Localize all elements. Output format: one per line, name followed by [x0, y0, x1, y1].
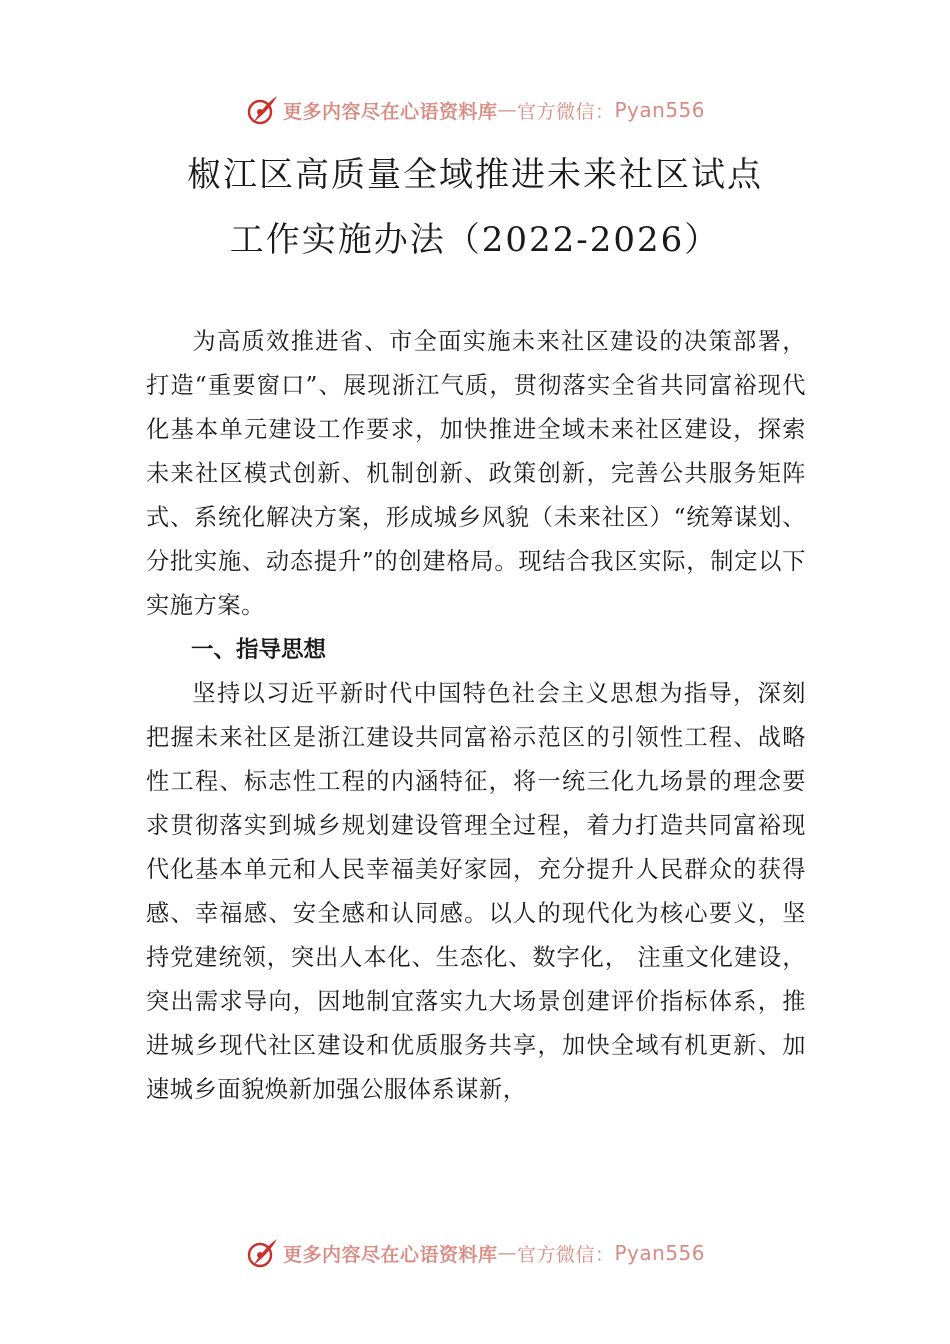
watermark-separator: —: [497, 99, 517, 121]
watermark-id: Pyan556: [614, 1241, 706, 1265]
watermark-label: 官方微信：: [516, 1243, 615, 1266]
section-paragraph-guiding-ideology: 坚持以习近平新时代中国特色社会主义思想为指导，深刻把握未来社区是浙江建设共同富裕示范区的引领性工程、战略性工程、标志性工程的内涵特征，将一统三化九场景的理念要求贯彻落实到城乡规划建设管理全过程，着力打造共同富裕现代化基本单元和人民幸福美好家园，充分提升人民群众的获得感、幸福感、安全感和认同感。以人的现代化为核心要义，坚持党建统领，突出人本化、生态化、数字化， 注重文化建设，突出需求导向，因地制宜落实九大场景创建评价指标体系，推进城乡现代社区建设和优质服务共享，加快全域有机更新、加速城乡面貌焕新加强公服体系谋新，: [146, 680, 806, 1103]
watermark-separator: —: [497, 1242, 517, 1264]
document-title-line1: 椒江区高质量全域推进未来社区试点: [187, 155, 763, 195]
section-heading-guiding-ideology: 一、指导思想: [191, 637, 327, 663]
quill-circle-icon: [245, 93, 279, 127]
watermark-brand: 更多内容尽在心语资料库: [282, 1243, 498, 1266]
document-title-line2: 工作实施办法（2022-2026）: [229, 220, 721, 260]
intro-paragraph: 为高质效推进省、市全面实施未来社区建设的决策部署，打造“重要窗口”、展现浙江气质，贯彻落实全省共同富裕现代化基本单元建设工作要求，加快推进全域未来社区建设，探索未来社区模式创新、机制创新、政策创新，完善公共服务矩阵式、系统化解决方案，形成城乡风貌（未来社区）“统筹谋划、分批实施、动态提升”的创建格局。现结合我区实际，制定以下实施方案。: [146, 328, 806, 619]
quill-circle-icon: [245, 1236, 279, 1270]
watermark-label: 官方微信：: [516, 100, 615, 123]
document-body: [146, 320, 806, 1112]
watermark-footer: [0, 1233, 950, 1273]
watermark-brand: 更多内容尽在心语资料库: [282, 100, 498, 123]
watermark-header: [0, 90, 950, 130]
watermark-id: Pyan556: [614, 98, 706, 122]
